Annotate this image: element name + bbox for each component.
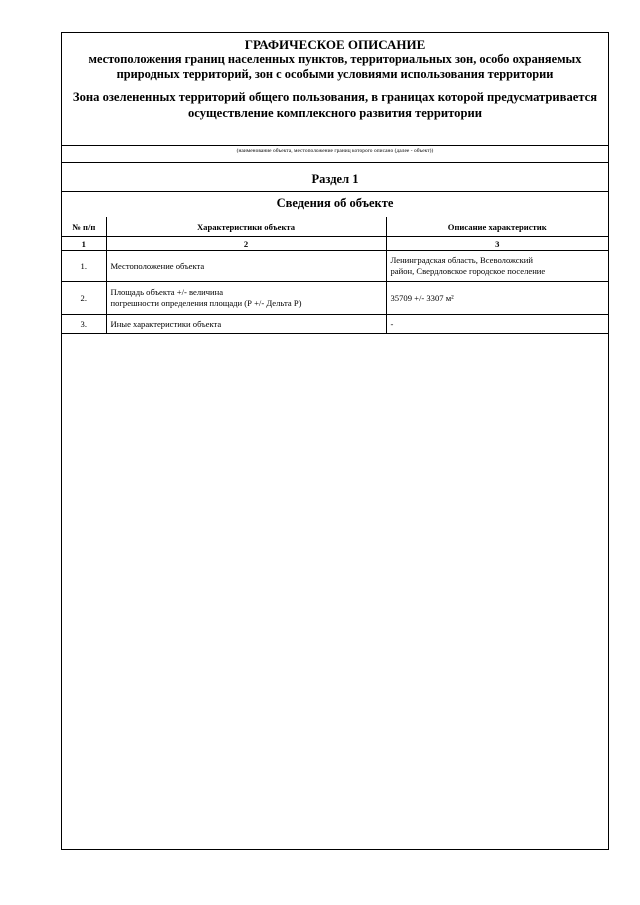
document-frame — [61, 32, 609, 850]
section-label: Раздел 1 — [311, 172, 359, 186]
table-header-row — [62, 217, 608, 237]
column-number: 3 — [386, 237, 608, 251]
row-characteristic: Местоположение объекта — [106, 251, 386, 282]
row-number: 1. — [62, 251, 106, 282]
document-header — [62, 33, 608, 145]
row-description: - — [386, 315, 608, 334]
column-number: 2 — [106, 237, 386, 251]
table-row — [62, 282, 608, 315]
row-number: 2. — [62, 282, 106, 315]
column-header-description: Описание характеристик — [386, 217, 608, 237]
column-header-characteristic: Характеристики объекта — [106, 217, 386, 237]
row-number: 3. — [62, 315, 106, 334]
table-row — [62, 315, 608, 334]
document-title: ГРАФИЧЕСКОЕ ОПИСАНИЕ — [244, 37, 426, 52]
section-divider — [62, 191, 608, 192]
section-title: Сведения об объекте — [276, 196, 394, 210]
row-description: Ленинградская область, Всеволожский район, Свердловское городское поселение — [386, 251, 608, 282]
row-characteristic: Иные характеристики объекта — [106, 315, 386, 334]
document-subtitle: местоположения границ населенных пунктов, территориальных зон, особо охраняемых природных территорий, зон с особыми условиями использования территории — [88, 52, 582, 81]
object-caption: (наименование объекта, местоположение границ которого описано (далее - объект)) — [236, 148, 434, 154]
row-characteristic: Площадь объекта +/- величина погрешности определения площади (Р +/- Дельта Р) — [106, 282, 386, 315]
table-column-number-row — [62, 237, 608, 251]
row-description: 35709 +/- 3307 м² — [386, 282, 608, 315]
caption-divider — [62, 162, 608, 163]
object-name-underline — [62, 145, 608, 146]
object-name: Зона озелененных территорий общего пользования, в границах которой предусматривается осуществление комплексного развития территории — [72, 90, 598, 120]
column-number: 1 — [62, 237, 106, 251]
table-row — [62, 251, 608, 282]
object-info-table — [62, 217, 608, 334]
column-header-number: № п/п — [62, 217, 106, 237]
